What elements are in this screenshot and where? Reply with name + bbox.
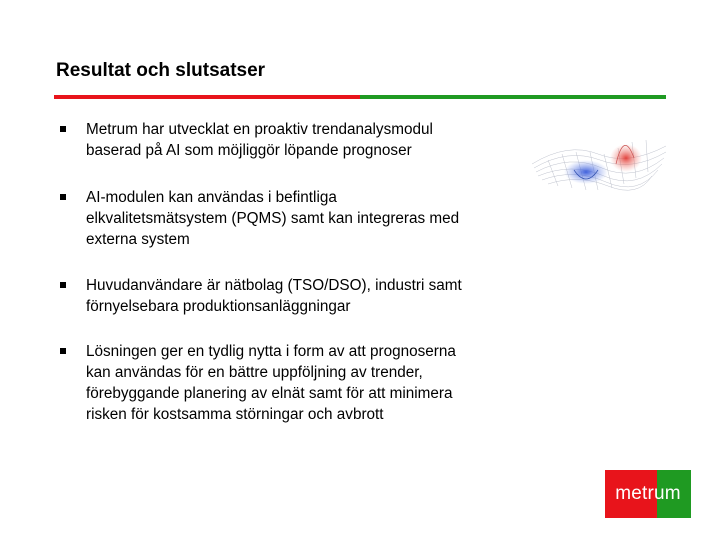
bullet-text [86, 275, 530, 317]
bullet-line: förnyelsebara produktionsanläggningar [86, 298, 351, 315]
logo-text: metrum [615, 483, 681, 504]
bullet-marker [60, 282, 66, 288]
bullet-line: elkvalitetsmätsystem (PQMS) samt kan integreras med [86, 210, 460, 227]
bullet-marker [60, 194, 66, 200]
bullet-marker [60, 126, 66, 132]
metrum-logo [605, 470, 691, 518]
bullet-marker [60, 348, 66, 354]
bullet-text [86, 187, 530, 250]
bullet-line: kan användas för en bättre uppföljning av trender, [86, 364, 423, 381]
bullet-line: Metrum har utvecklat en proaktiv trendanalysmodul [86, 121, 433, 138]
title-rule-green [360, 95, 666, 99]
bullet-text [86, 119, 530, 161]
bullet-line: baserad på AI som möjliggör löpande prognoser [86, 142, 412, 159]
bullet-line: AI-modulen kan användas i befintliga [86, 189, 337, 206]
bullet-line: Lösningen ger en tydlig nytta i form av att prognoserna [86, 343, 456, 360]
slide-title: Resultat och slutsatser [56, 60, 266, 81]
bullet-text [86, 341, 530, 425]
bullet-line: Huvudanvändare är nätbolag (TSO/DSO), industri samt [86, 277, 462, 294]
bullet-line: risken för kostsamma störningar och avbrott [86, 406, 384, 423]
bullet-line: externa system [86, 231, 190, 248]
title-rule-red [54, 95, 360, 99]
bullet-line: förebyggande planering av elnät samt för att minimera [86, 385, 453, 402]
surface-plot-image [528, 124, 670, 196]
